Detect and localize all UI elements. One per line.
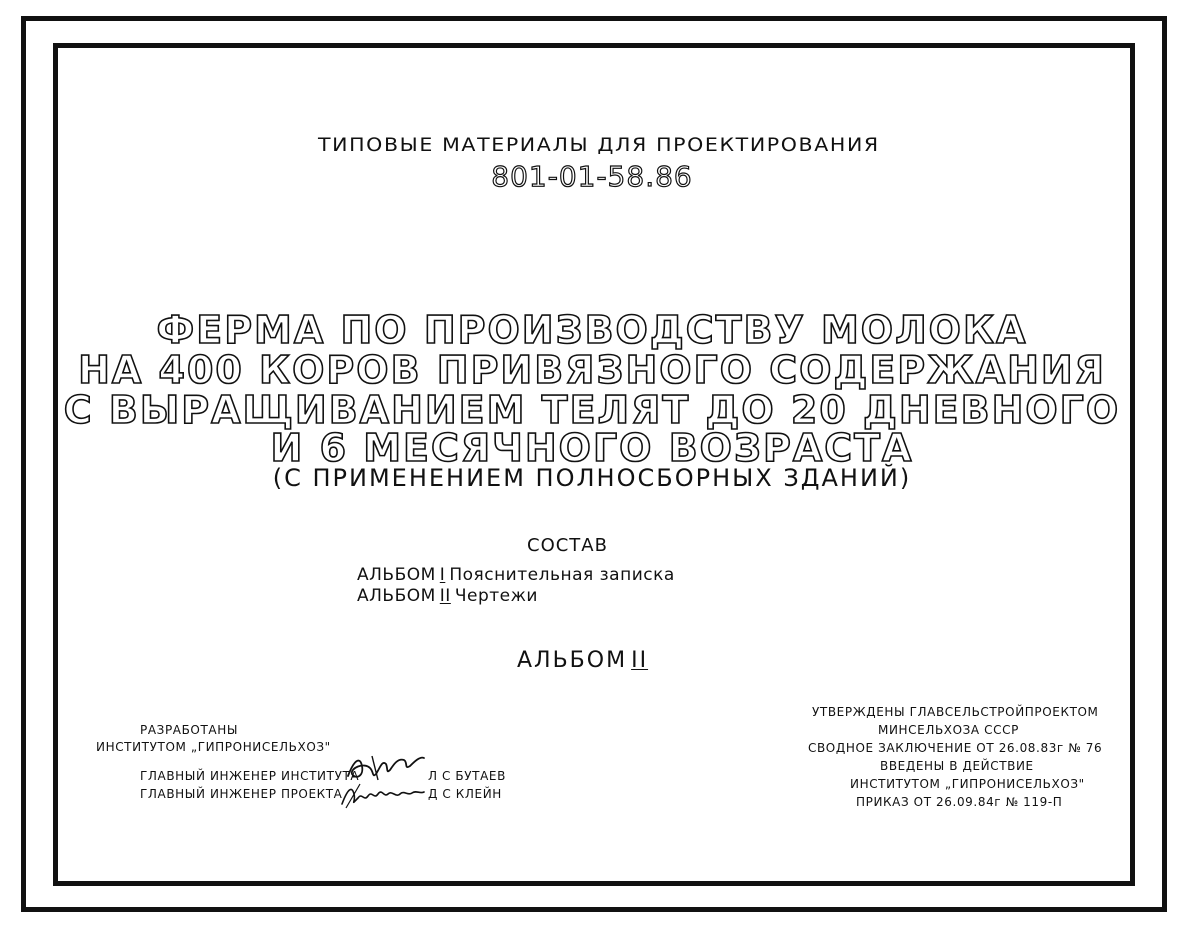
album-list-item <box>357 565 675 585</box>
title-line-1: ФЕРМА ПО ПРОИЗВОДСТВУ МОЛОКА <box>156 308 1028 352</box>
approval-line-6: ПРИКАЗ ОТ 26.09.84г № 119-П <box>856 795 1063 809</box>
composition-header: СОСТАВ <box>527 535 608 556</box>
current-album <box>517 648 652 673</box>
signatory-role-1: ГЛАВНЫЙ ИНЖЕНЕР ИНСТИТУТА <box>140 769 360 783</box>
title-line-4: И 6 МЕСЯЧНОГО ВОЗРАСТА <box>270 426 914 470</box>
title-line-2: НА 400 КОРОВ ПРИВЯЗНОГО СОДЕРЖАНИЯ <box>78 348 1106 392</box>
title-line-3: С ВЫРАЩИВАНИЕМ ТЕЛЯТ ДО 20 ДНЕВНОГО <box>63 388 1121 432</box>
album-numeral: I <box>439 565 446 585</box>
approval-line-2: МИНСЕЛЬХОЗА СССР <box>878 723 1019 737</box>
album-name: Пояснительная записка <box>449 565 675 585</box>
developer-line-1: РАЗРАБОТАНЫ <box>140 723 239 737</box>
approval-line-3: СВОДНОЕ ЗАКЛЮЧЕНИЕ ОТ 26.08.83г № 76 <box>808 741 1103 755</box>
album-prefix: АЛЬБОМ <box>357 565 436 585</box>
title-subtitle: (С ПРИМЕНЕНИЕМ ПОЛНОСБОРНЫХ ЗДАНИЙ) <box>272 464 912 492</box>
signatory-name-1: Л С БУТАЕВ <box>428 769 506 783</box>
developer-line-2: ИНСТИТУТОМ „ГИПРОНИСЕЛЬХОЗ" <box>96 740 331 754</box>
current-album-prefix: АЛЬБОМ <box>517 648 628 673</box>
signatory-name-2: Д С КЛЕЙН <box>428 787 502 801</box>
album-numeral: II <box>439 586 451 606</box>
signature-image-1 <box>342 750 428 784</box>
approval-line-1: УТВЕРЖДЕНЫ ГЛАВСЕЛЬСТРОЙПРОЕКТОМ <box>812 705 1099 719</box>
approval-line-4: ВВЕДЕНЫ В ДЕЙСТВИЕ <box>880 759 1034 773</box>
series-number: 801-01-58.86 <box>491 160 693 193</box>
album-list-item <box>357 586 538 606</box>
approval-line-5: ИНСТИТУТОМ „ГИПРОНИСЕЛЬХОЗ" <box>850 777 1085 791</box>
signature-image-2 <box>338 780 428 810</box>
current-album-numeral: II <box>631 648 649 673</box>
album-name: Чертежи <box>454 586 538 606</box>
series-label: ТИПОВЫЕ МАТЕРИАЛЫ ДЛЯ ПРОЕКТИРОВАНИЯ <box>318 134 880 156</box>
signatory-role-2: ГЛАВНЫЙ ИНЖЕНЕР ПРОЕКТА <box>140 787 343 801</box>
album-prefix: АЛЬБОМ <box>357 586 436 606</box>
